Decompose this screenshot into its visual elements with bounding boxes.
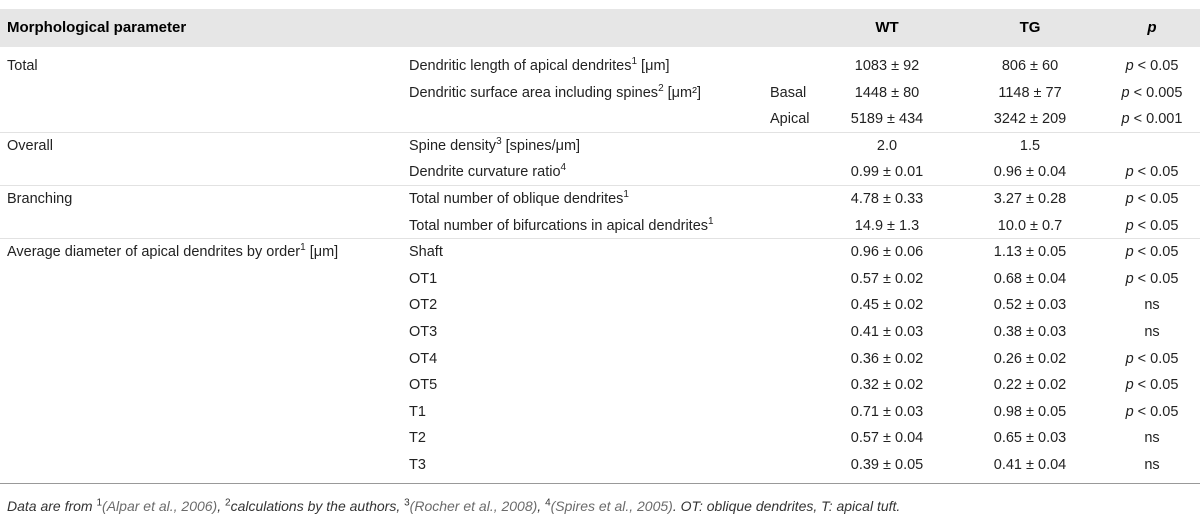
row-measure [409,271,437,287]
footnote-sep: , [537,498,546,514]
row-p-value: p < 0.05 [1125,404,1179,420]
category-text: Branching [7,191,73,207]
footnote-sup-3: 3 [404,497,410,509]
table-row [0,106,1200,133]
footnote-lead: Data are from [7,498,97,514]
row-wt-value: 0.32 ± 0.02 [850,377,924,393]
row-tg-value: 0.98 ± 0.05 [993,404,1067,420]
header-parameter: Morphological parameter [7,19,187,36]
measure-footnote-marker: 1 [631,56,638,68]
row-wt-value: 0.41 ± 0.03 [850,324,924,340]
table-header [0,9,1200,47]
footnote-sup-1: 1 [96,497,103,509]
row-wt-value: 0.45 ± 0.02 [850,297,924,313]
row-tg-value: 0.26 ± 0.02 [993,351,1067,367]
row-subtype: Apical [770,111,810,127]
row-wt-value: 0.36 ± 0.02 [850,351,924,367]
row-measure [409,164,566,180]
table-row [0,159,1200,186]
row-tg-value: 1.5 [1019,138,1041,154]
row-wt-value: 0.99 ± 0.01 [850,164,924,180]
row-wt-value: 5189 ± 434 [850,111,924,127]
measure-unit: [spines/μm] [501,138,581,154]
row-measure [409,457,426,473]
table-row [0,452,1200,479]
measure-text: Shaft [409,244,443,260]
row-tg-value: 0.65 ± 0.03 [993,430,1067,446]
measure-text: OT1 [409,271,438,287]
row-p-value: p < 0.05 [1125,164,1179,180]
measure-text: T1 [409,404,426,420]
footnote-cite-1[interactable]: (Alpar et al., 2006) [102,498,218,514]
footnote-sep: , [217,498,225,514]
measure-text: Spine density [409,138,497,154]
row-p-value: ns [1144,430,1160,446]
measure-text: OT3 [409,324,438,340]
row-wt-value: 0.57 ± 0.04 [850,430,924,446]
row-p-value: p < 0.05 [1125,271,1179,287]
measure-text: Total number of bifurcations in apical dendrites [409,218,709,234]
table-row [0,266,1200,293]
measure-footnote-marker: 2 [658,83,664,95]
table-row [0,292,1200,319]
row-p-value: p < 0.005 [1121,85,1183,101]
header-tg: TG [1019,19,1041,36]
header-wt: WT [875,19,899,36]
footnote-sup-2: 2 [225,497,231,509]
row-tg-value: 0.68 ± 0.04 [993,271,1067,287]
row-wt-value: 1448 ± 80 [854,85,920,101]
row-tg-value: 0.22 ± 0.02 [993,377,1067,393]
row-tg-value: 1.13 ± 0.05 [993,244,1067,260]
measure-footnote-marker: 1 [708,216,714,228]
row-measure [409,58,670,74]
measure-text: OT2 [409,297,438,313]
row-tg-value: 10.0 ± 0.7 [997,218,1063,234]
row-tg-value: 0.41 ± 0.04 [993,457,1067,473]
row-p-value: p < 0.05 [1125,244,1179,260]
footnote-cite-3[interactable]: (Rocher et al., 2008) [409,498,538,514]
row-tg-value: 3.27 ± 0.28 [993,191,1067,207]
table-row [0,53,1200,80]
row-p-value: p < 0.05 [1125,218,1179,234]
footnote-sup-4: 4 [545,497,551,509]
row-category [7,58,38,74]
row-p-value: ns [1144,297,1160,313]
row-measure [409,351,437,367]
row-tg-value: 0.38 ± 0.03 [993,324,1067,340]
category-unit: [μm] [305,244,339,260]
row-subtype: Basal [770,85,807,101]
table-row [0,319,1200,346]
header-p: p [1147,19,1157,36]
row-tg-value: 0.96 ± 0.04 [993,164,1067,180]
measure-unit: [μm] [637,58,670,74]
row-measure [409,191,629,207]
row-measure [409,85,701,101]
row-p-value: p < 0.001 [1121,111,1183,127]
row-measure [409,244,443,260]
table-row [0,80,1200,107]
footnote-cite-4[interactable]: (Spires et al., 2005) [550,498,673,514]
measure-unit: [μm²] [663,85,701,101]
row-p-value: ns [1144,324,1160,340]
measure-text: T3 [409,457,426,473]
measure-footnote-marker: 3 [496,136,502,148]
row-p-value: p < 0.05 [1125,351,1179,367]
row-wt-value: 14.9 ± 1.3 [854,218,920,234]
table-footnote [7,498,900,514]
measure-text: OT5 [409,377,438,393]
category-text: Average diameter of apical dendrites by order [7,244,301,260]
row-wt-value: 2.0 [876,138,898,154]
row-wt-value: 0.57 ± 0.02 [850,271,924,287]
row-wt-value: 4.78 ± 0.33 [850,191,924,207]
table-row [0,346,1200,373]
row-wt-value: 1083 ± 92 [854,58,920,74]
measure-text: Dendrite curvature ratio [409,164,561,180]
row-category [7,244,338,260]
row-wt-value: 0.71 ± 0.03 [850,404,924,420]
footnote-text-2: calculations by the authors [230,498,397,514]
table-row [0,399,1200,426]
row-measure [409,324,437,340]
table-row [0,425,1200,452]
row-tg-value: 0.52 ± 0.03 [993,297,1067,313]
row-tg-value: 3242 ± 209 [993,111,1067,127]
category-footnote-marker: 1 [300,242,306,254]
table-bottom-rule [0,483,1200,484]
row-wt-value: 0.39 ± 0.05 [850,457,924,473]
row-category [7,191,72,207]
category-text: Overall [7,138,53,154]
row-wt-value: 0.96 ± 0.06 [850,244,924,260]
measure-text: Dendritic length of apical dendrites [409,58,632,74]
row-measure [409,404,426,420]
table-row [0,239,1200,266]
row-p-value: p < 0.05 [1125,191,1179,207]
measure-footnote-marker: 4 [560,162,567,174]
row-p-value: ns [1144,457,1160,473]
row-p-value: p < 0.05 [1125,377,1179,393]
category-text: Total [7,58,38,74]
measure-text: Dendritic surface area including spines [409,85,659,101]
table-row [0,372,1200,399]
table-row [0,133,1200,160]
row-tg-value: 806 ± 60 [1001,58,1059,74]
row-measure [409,430,426,446]
row-measure [409,377,437,393]
row-category [7,138,53,154]
footnote-tail: . OT: oblique dendrites, T: apical tuft. [672,498,901,514]
footnote-sep: , [396,498,405,514]
table-row [0,213,1200,240]
measure-footnote-marker: 1 [623,189,629,201]
row-measure [409,218,714,234]
row-p-value: p < 0.05 [1125,58,1179,74]
row-measure [409,138,580,154]
measure-text: OT4 [409,351,438,367]
table-row [0,186,1200,213]
measure-text: T2 [409,430,426,446]
row-measure [409,297,437,313]
measure-text: Total number of oblique dendrites [409,191,624,207]
row-tg-value: 1148 ± 77 [998,85,1062,101]
